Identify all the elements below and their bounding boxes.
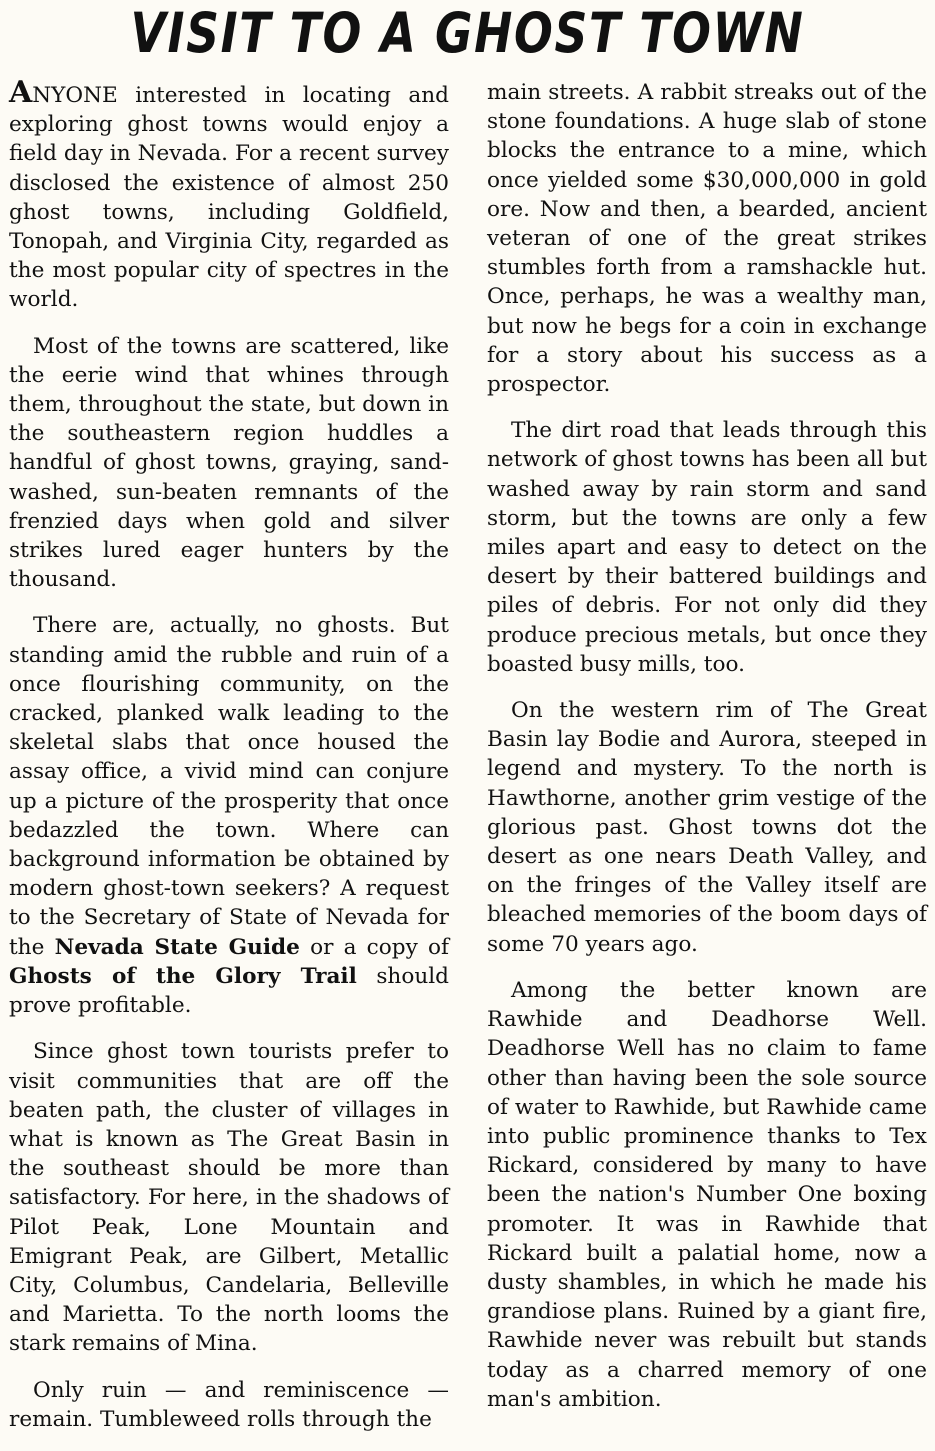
book-title-nevada-state-guide: Nevada State Guide [54,934,300,960]
paragraph-1-text: interested in locating and exploring ghost towns would enjoy a field day in Nevada. For a recent survey disclosed the existence of almost 250 ghost towns, including Goldfield, Tonopah, and Virginia City, regarded as the most popular city of spectres in the world. [9,83,449,313]
paragraph-5: Only ruin — and reminiscence — remain. Tumbleweed rolls through the [9,1377,449,1432]
page-title: VISIT TO A GHOST TOWN [130,1,805,65]
lead-word: NYONE [32,83,118,108]
paragraph-3-text-a: There are, actually, no ghosts. But standing amid the rubble and ruin of a once flourishing community, on the cracked, planked walk leading to the skeletal slabs that once housed the assay office, a vivid mind can conjure up a picture of the prosperity that once bedazzled the town. Where can background information be obtained by modern ghost-town seekers? A request to the Secretary of State of Nevada for the [9,613,449,960]
paragraph-1 [9,75,449,315]
drop-cap: A [9,75,33,110]
book-title-ghosts-of-the-glory-trail: Ghosts of the Glory Trail [9,963,357,989]
left-column [9,75,449,1451]
paragraph-9: Among the better known are Rawhide and Deadhorse Well. Deadhorse Well has no claim to fame other than having been the sole source of water to Rawhide, but Rawhide came into public prominence thanks to Tex Rickard, considered by many to have been the nation's Number One boxing promoter. It was in Rawhide that Rickard built a palatial home, now a dusty shambles, in which he made his grandiose plans. Ruined by a giant fire, Rawhide never was rebuilt but stands today as a charred memory of one man's ambition. [487,977,927,1412]
paragraph-7: The dirt road that leads through this network of ghost towns has been all but washed away by rain storm and sand storm, but the towns are only a few miles apart and easy to detect on the desert by their battered buildings and piles of debris. For not only did they produce precious metals, but once they boasted busy mills, too. [487,418,927,677]
paragraph-3-text-b: or a copy of [299,934,449,960]
paragraph-3 [9,611,449,1020]
paragraph-4: Since ghost town tourists prefer to visit communities that are off the beaten path, the cluster of villages in what is known as The Great Basin in the southeast should be more than satisfactory. For here, in the shadows of Pilot Peak, Lone Mountain and Emigrant Peak, are Gilbert, Metallic City, Columbus, Candelaria, Belleville and Marietta. To the north looms the stark remains of Mina. [9,1039,449,1357]
right-column [487,78,927,1431]
paragraph-3-text-c: should prove profitable. [9,963,449,1019]
paragraph-8: On the western rim of The Great Basin lay Bodie and Aurora, steeped in legend and mystery. To the north is Hawthorne, another grim vestige of the glorious past. Ghost towns dot the desert as one nears Death Valley, and on the fringes of the Valley itself are bleached memories of the boom days of some 70 years ago. [487,698,927,957]
paragraph-6: main streets. A rabbit streaks out of the stone foundations. A huge slab of stone blocks the entrance to a mine, which once yielded some $30,000,000 in gold ore. Now and then, a bearded, ancient veteran of one of the great strikes stumbles forth from a ramshackle hut. Once, perhaps, he was a wealthy man, but now he begs for a coin in exchange for a story about his success as a prospector. [487,80,927,398]
paragraph-2: Most of the towns are scattered, like the eerie wind that whines through them, throughout the state, but down in the southeastern region huddles a handful of ghost towns, graying, sand-washed, sun-beaten remnants of the frenzied days when gold and silver strikes lured eager hunters by the thousand. [9,333,449,593]
